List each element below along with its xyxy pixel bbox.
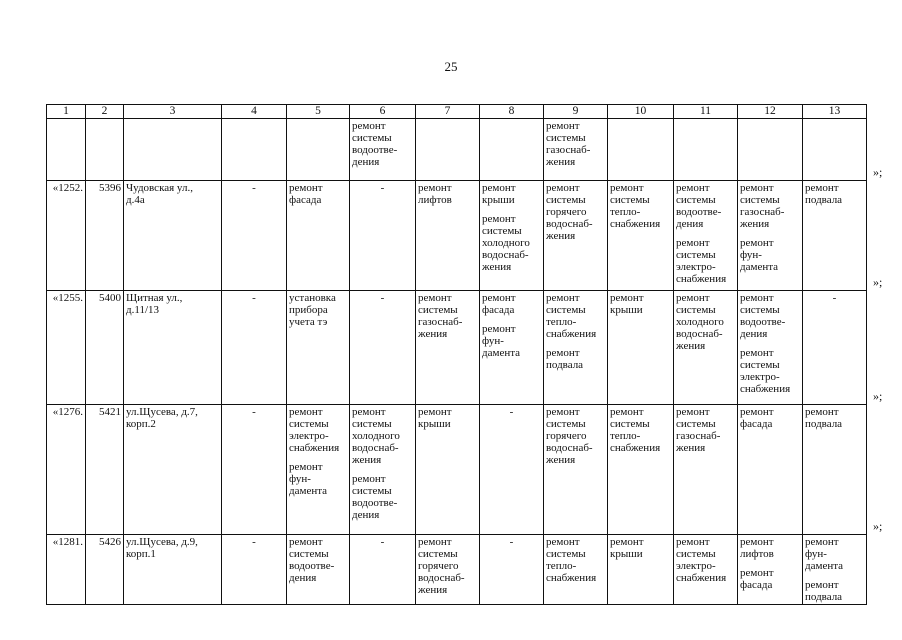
table-cell	[86, 119, 124, 181]
cell-entry: -	[252, 536, 256, 548]
table-row	[47, 291, 867, 405]
cell-entry: ремонт системы холодного водоснаб- жения	[482, 213, 530, 273]
table-cell	[222, 181, 287, 291]
table-cell	[803, 119, 867, 181]
table-cell	[287, 119, 350, 181]
table-cell	[803, 535, 867, 605]
cell-entry: ремонт крыши	[610, 292, 644, 316]
table-row	[47, 535, 867, 605]
table-cell	[674, 181, 738, 291]
cell-entry: ремонт системы электро- снабжения	[676, 237, 727, 285]
cell-entry: ремонт фасада	[740, 567, 774, 591]
cell-entry: ремонт системы горячего водоснаб- жения	[546, 182, 593, 242]
header-cell: 9	[544, 105, 608, 119]
cell-entry: ремонт системы электро- снабжения	[676, 536, 727, 584]
table-cell	[86, 181, 124, 291]
table-cell	[544, 535, 608, 605]
table-cell	[608, 181, 674, 291]
cell-entry: ремонт системы газоснаб- жения	[418, 292, 463, 340]
table-cell	[86, 291, 124, 405]
cell-entry: ремонт системы холодного водоснаб- жения	[676, 292, 724, 352]
cell-entry: -	[380, 292, 385, 304]
table-cell	[47, 535, 86, 605]
table-cell	[350, 119, 416, 181]
table-cell	[416, 181, 480, 291]
cell-entry: 5400	[99, 292, 121, 304]
table-cell	[287, 291, 350, 405]
table-cell	[738, 405, 803, 535]
cell-entry: ремонт крыши	[482, 182, 516, 206]
cell-entry: ремонт подвала	[805, 182, 843, 206]
cell-entry: ремонт системы электро- снабжения	[289, 406, 340, 454]
cell-entry: ремонт системы горячего водоснаб- жения	[546, 406, 593, 466]
table-cell	[480, 405, 544, 535]
header-cell: 11	[674, 105, 738, 119]
work-schedule-table	[46, 104, 867, 605]
table-cell	[124, 181, 222, 291]
table-cell	[416, 119, 480, 181]
table-cell	[544, 119, 608, 181]
table-cell	[124, 291, 222, 405]
table-row	[47, 181, 867, 291]
cell-entry: ремонт системы газоснаб- жения	[740, 182, 785, 230]
table-cell	[674, 291, 738, 405]
cell-entry: ремонт системы электро- снабжения	[740, 347, 791, 395]
table-cell	[608, 119, 674, 181]
cell-entry: ремонт лифтов	[418, 182, 452, 206]
table-cell	[480, 119, 544, 181]
table-cell	[47, 405, 86, 535]
table-cell	[350, 181, 416, 291]
header-cell: 12	[738, 105, 803, 119]
table-cell	[222, 119, 287, 181]
cell-entry: ремонт крыши	[610, 536, 644, 560]
cell-entry: ремонт системы газоснаб- жения	[546, 120, 591, 168]
cell-entry: ул.Щусева, д.7, корп.2	[126, 406, 198, 430]
cell-entry: -	[252, 182, 256, 194]
table-cell	[222, 405, 287, 535]
cell-entry: «1255.	[52, 292, 83, 304]
table-cell	[674, 405, 738, 535]
table-cell	[350, 405, 416, 535]
cell-entry: «1276.	[52, 406, 83, 418]
cell-entry: ремонт системы водоотве- дения	[740, 292, 786, 340]
table-cell	[86, 535, 124, 605]
row-end-mark: »;	[873, 388, 883, 403]
header-cell: 13	[803, 105, 867, 119]
cell-entry: ремонт фасада	[482, 292, 516, 316]
header-cell: 4	[222, 105, 287, 119]
cell-entry: ремонт фасада	[740, 406, 774, 430]
cell-entry: ремонт системы газоснаб- жения	[676, 406, 721, 454]
column-number-row	[47, 105, 867, 119]
table-cell	[738, 119, 803, 181]
table-cell	[803, 405, 867, 535]
cell-entry: -	[380, 536, 385, 548]
cell-entry: ремонт системы тепло- снабжения	[610, 182, 661, 230]
table-row	[47, 405, 867, 535]
table-cell	[222, 291, 287, 405]
cell-entry: ремонт системы водоотве- дения	[289, 536, 335, 584]
row-end-mark: »;	[873, 518, 883, 533]
table-cell	[287, 535, 350, 605]
cell-entry: -	[252, 292, 256, 304]
cell-entry: -	[509, 406, 514, 418]
table-cell	[124, 119, 222, 181]
cell-entry: ремонт системы тепло- снабжения	[546, 536, 597, 584]
table-cell	[124, 535, 222, 605]
cell-entry: ремонт системы горячего водоснаб- жения	[418, 536, 465, 596]
table-cell	[222, 535, 287, 605]
cell-entry: ремонт фун- дамента	[805, 536, 844, 572]
cell-entry: «1281.	[52, 536, 83, 548]
cell-entry: установка прибора учета тэ	[289, 292, 336, 328]
cell-entry: 5426	[99, 536, 121, 548]
table-cell	[738, 535, 803, 605]
cell-entry: ремонт системы холодного водоснаб- жения	[352, 406, 400, 466]
table-cell	[480, 181, 544, 291]
table-row	[47, 119, 867, 181]
cell-entry: ремонт крыши	[418, 406, 452, 430]
table-cell	[86, 405, 124, 535]
cell-entry: ремонт подвала	[805, 406, 843, 430]
cell-entry: -	[832, 292, 837, 304]
cell-entry: ремонт фун- дамента	[289, 461, 328, 497]
table-cell	[608, 291, 674, 405]
header-cell: 8	[480, 105, 544, 119]
table-cell	[287, 405, 350, 535]
table-cell	[416, 405, 480, 535]
row-end-mark: »;	[873, 164, 883, 179]
table-cell	[287, 181, 350, 291]
header-cell: 2	[86, 105, 124, 119]
table-cell	[480, 535, 544, 605]
cell-entry: ремонт фун- дамента	[482, 323, 521, 359]
table-cell	[738, 181, 803, 291]
cell-entry: ремонт подвала	[805, 579, 843, 603]
table-cell	[544, 291, 608, 405]
table-cell	[350, 535, 416, 605]
table-cell	[124, 405, 222, 535]
table-cell	[544, 405, 608, 535]
header-cell: 3	[124, 105, 222, 119]
cell-entry: -	[252, 406, 256, 418]
table-cell	[803, 291, 867, 405]
table-cell	[416, 291, 480, 405]
table-cell	[608, 405, 674, 535]
header-cell: 10	[608, 105, 674, 119]
cell-entry: ремонт системы водоотве- дения	[676, 182, 722, 230]
cell-entry: ремонт фасада	[289, 182, 323, 206]
table-cell	[47, 291, 86, 405]
cell-entry: ремонт подвала	[546, 347, 584, 371]
page-number: 25	[444, 59, 458, 74]
cell-entry: -	[509, 536, 514, 548]
table-cell	[47, 181, 86, 291]
table-cell	[480, 291, 544, 405]
header-cell: 1	[47, 105, 86, 119]
cell-entry: ремонт системы водоотве- дения	[352, 120, 398, 168]
cell-entry: ул.Щусева, д.9, корп.1	[126, 536, 198, 560]
cell-entry: Чудовская ул., д.4а	[126, 182, 193, 206]
table-cell	[674, 119, 738, 181]
table-cell	[608, 535, 674, 605]
cell-entry: -	[380, 182, 385, 194]
cell-entry: 5396	[99, 182, 121, 194]
cell-entry: ремонт системы тепло- снабжения	[546, 292, 597, 340]
table-cell	[803, 181, 867, 291]
table-cell	[47, 119, 86, 181]
table-cell	[738, 291, 803, 405]
cell-entry: ремонт фун- дамента	[740, 237, 779, 273]
cell-entry: «1252.	[52, 182, 83, 194]
header-cell: 5	[287, 105, 350, 119]
cell-entry: ремонт системы тепло- снабжения	[610, 406, 661, 454]
row-end-mark: »;	[873, 274, 883, 289]
table-cell	[416, 535, 480, 605]
table-cell	[544, 181, 608, 291]
cell-entry: ремонт лифтов	[740, 536, 774, 560]
cell-entry: 5421	[99, 406, 121, 418]
table-cell	[674, 535, 738, 605]
cell-entry: Щитная ул., д.11/13	[126, 292, 183, 316]
header-cell: 7	[416, 105, 480, 119]
table-cell	[350, 291, 416, 405]
header-cell: 6	[350, 105, 416, 119]
cell-entry: ремонт системы водоотве- дения	[352, 473, 398, 521]
